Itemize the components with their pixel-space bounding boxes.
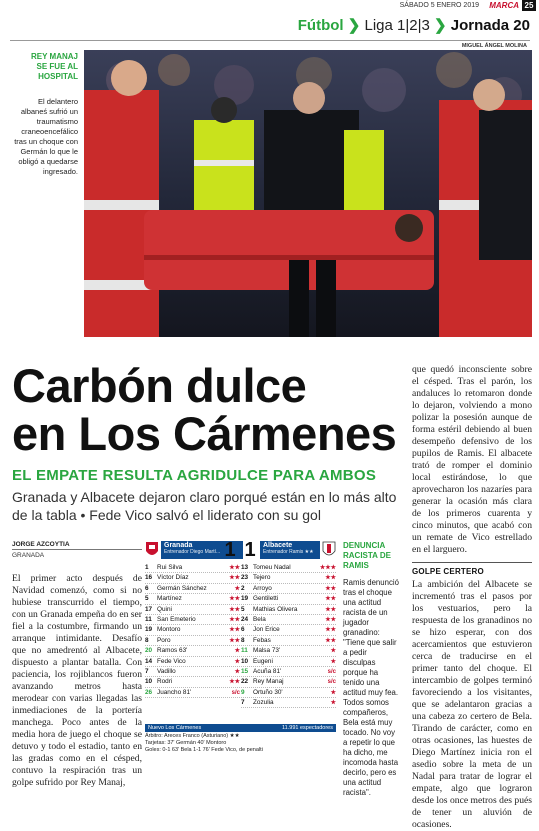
player-rating: ★ — [234, 585, 240, 592]
header-divider — [10, 40, 530, 41]
spectators: 11.991 espectadores — [282, 725, 333, 731]
player-rating: ★★★ — [319, 565, 336, 571]
home-player-row — [145, 688, 240, 698]
player-name: San Emeterio — [157, 615, 196, 623]
home-team-coach: Entrenador Diego Martí... — [164, 549, 221, 555]
home-player-row — [145, 584, 240, 594]
player-rating: ★ — [330, 700, 336, 707]
article-column-1: El primer acto después de Navidad comenzó, como si no hubiese transcurrido el tiempo, con un Granada empeña do en ser fiel a la costumbre, firmando un arranque intimidante. Desafío que no amedrentó al Albacete, dispuesto a plantar batalla. Con paciencia, los rojiblancos fueron avanzando metros hasta merodear con varias llegadas las inmediaciones de la portería manchega. Poco antes de la media hora de juego el choque se detuvo y todo el estadio, tanto en las gradas como en el césped, contuvo la respiración tras un golpe sufrido por Rey Manaj, — [12, 573, 142, 788]
dateline-city: GRANADA — [12, 552, 45, 559]
player-name: Juancho 81' — [157, 688, 192, 696]
player-name: Rodri — [157, 678, 173, 686]
referee-line: Árbitro: Areces Franco (Asturiano) ★★ — [145, 733, 240, 739]
player-number: 11 — [145, 615, 152, 623]
player-rating: ★★ — [229, 575, 240, 582]
albacete-crest-icon — [322, 541, 336, 559]
player-rating: ★★ — [229, 616, 240, 623]
player-number: 2 — [241, 584, 245, 592]
stadium-bar — [145, 724, 336, 732]
round-name: Jornada 20 — [450, 17, 530, 34]
photo-caption-body: El delantero albaneś sufrió un traumatismo craneoencefálico tras un choque con Germán lo que le obligó a quedarse ingresado. — [14, 97, 78, 176]
headline-line-1: Carbón dulce — [12, 359, 307, 412]
player-rating: ★★ — [229, 637, 240, 644]
player-number: 5 — [241, 605, 245, 613]
player-number: 16 — [145, 574, 153, 582]
goals-line: Goles: 0-1 63' Bela 1-1 76' Fede Vico, de penalti — [145, 747, 263, 753]
home-lineup — [145, 563, 240, 698]
player-name: Malsa 73' — [253, 647, 281, 655]
away-player-row — [241, 657, 336, 667]
player-rating: ★★ — [325, 596, 336, 603]
away-player-row — [241, 563, 336, 573]
player-rating: ★ — [234, 648, 240, 655]
player-name: Tejero — [253, 574, 271, 582]
player-name: Jon Erice — [253, 626, 280, 634]
player-number: 7 — [241, 699, 245, 707]
player-rating: ★★ — [229, 596, 240, 603]
away-score: 1 — [244, 539, 256, 561]
headline-line-2: en Los Cármenes — [12, 407, 397, 460]
top-bar — [0, 0, 539, 12]
article-paragraph: La ambición del Albacete se incrementó tras el pasos por los vestuarios, pero la respuesta de los granadinos no se hizo esperar, con dos acercamientos que estuvieron cerca de traducirse en el primer tanto del choque. El intercambio de golpes terminó favoreciendo a los visitantes, que se adelantaron gracias a una cabeza zo certero de Bela. Tirando de carácter, como en otras ocasiones, las huestes de Diego Martínez inicia ron el asedio sobre la meta de un Nadal para tratar de lograr el empate, algo que lograron desde los once metros des pués de tener un aluvión de ocasiones. — [412, 579, 532, 830]
player-rating: ★★ — [325, 627, 336, 634]
player-name: Vadillo — [157, 667, 176, 675]
player-name: Montoro — [157, 626, 181, 634]
player-number: 23 — [241, 574, 249, 582]
author-byline: JORGE AZCOYTIA — [12, 541, 70, 548]
player-name: Rui Silva — [157, 564, 183, 571]
away-player-row — [241, 677, 336, 687]
deck: Granada y Albacete dejaron claro porqué están en lo más alto de la tabla • Fede Vico salvó el liderato con su gol — [12, 489, 397, 523]
player-name: Eugeni — [253, 657, 273, 665]
player-number: 8 — [241, 636, 245, 644]
player-rating: ★ — [330, 648, 336, 655]
player-name: Bela — [253, 615, 266, 623]
home-player-row — [145, 573, 240, 583]
away-player-row — [241, 625, 336, 635]
page-number: 25 — [522, 0, 536, 11]
player-number: 19 — [241, 595, 249, 603]
home-player-row — [145, 563, 240, 573]
player-rating: s/c — [231, 689, 240, 696]
home-player-row — [145, 667, 240, 677]
player-number: 19 — [145, 626, 153, 634]
player-number: 5 — [145, 595, 149, 603]
issue-date: SÁBADO 5 ENERO 2019 — [399, 2, 479, 9]
player-number: 26 — [145, 688, 153, 696]
away-player-row — [241, 573, 336, 583]
player-name: Acuña 81' — [253, 667, 282, 675]
player-rating: ★★ — [325, 616, 336, 623]
player-number: 22 — [241, 678, 249, 686]
home-player-row — [145, 657, 240, 667]
home-team-name: Granada — [164, 542, 193, 549]
player-name: Martínez — [157, 595, 182, 603]
away-player-row — [241, 688, 336, 698]
player-number: 13 — [241, 564, 249, 571]
home-score: 1 — [224, 539, 236, 561]
article-paragraph: que quedó inconsciente sobre el césped. Tras el parón, los andaluces lo retomaron donde lo dejaron, volviendo a mono polizar la posesión aunque de forma estéril debiendo al buen desempeño defensivo de los pupilos de Ramis. El albacete trató de romper el dominio local estirándose, lo que aprovecharon los nazaríes para generar la ocasión más clara de los primeros cuarenta y cinco minutos, que acabó con un remate de Vico estrellado en el larguero. — [412, 364, 532, 555]
away-team-name: Albacete — [263, 542, 293, 549]
player-number: 14 — [145, 657, 153, 665]
byline-divider — [12, 549, 142, 550]
player-name: Arroyo — [253, 584, 272, 592]
player-rating: ★ — [234, 668, 240, 675]
away-lineup — [241, 563, 336, 708]
away-player-row — [241, 698, 336, 708]
away-team-coach: Entrenador Ramis ★★ — [263, 549, 314, 555]
away-player-row — [241, 636, 336, 646]
player-rating: ★ — [234, 658, 240, 665]
player-rating: ★★ — [229, 565, 240, 571]
cards-line: Tarjetas: 37' Germán 40' Montoro — [145, 740, 227, 746]
player-name: Zozulia — [253, 699, 274, 707]
player-name: Ortuño 30' — [253, 688, 283, 696]
away-player-row — [241, 584, 336, 594]
brand-logo: MARCA — [489, 1, 519, 10]
player-name: Tomeu Nadal — [253, 564, 291, 571]
away-player-row — [241, 646, 336, 656]
home-player-row — [145, 625, 240, 635]
league-name: Liga 1|2|3 — [364, 17, 430, 34]
player-number: 17 — [145, 605, 153, 613]
home-player-row — [145, 636, 240, 646]
player-number: 10 — [145, 678, 153, 686]
sidebar-body: Ramis denunció tras el choque una actitud racista de un jugador granadino: "Tiene que salir a pedir disculpas porque ha tenido una actitud muy fea. Todos somos compañeros, Bela está muy tocado. No voy a repetir lo que ha dicho, me incomoda hasta decirlo, pero es una actitud racista". — [343, 578, 399, 797]
player-number: 11 — [241, 647, 248, 655]
photo-caption-title: REY MANAJ SE FUE AL HOSPITAL — [31, 52, 78, 81]
player-rating: ★★ — [229, 679, 240, 686]
photo-credit: MIGUEL ÁNGEL MOLINA — [461, 43, 527, 49]
player-name: Ramos 63' — [157, 647, 188, 655]
away-team-header — [260, 541, 320, 559]
player-rating: ★ — [330, 658, 336, 665]
player-name: Germán Sánchez — [157, 584, 207, 592]
player-rating: s/c — [327, 668, 336, 675]
chevron-right-icon: ❯ — [347, 17, 361, 34]
article-column-right — [412, 364, 532, 830]
away-player-row — [241, 605, 336, 615]
player-number: 10 — [241, 657, 249, 665]
home-player-row — [145, 646, 240, 656]
player-name: Quini — [157, 605, 172, 613]
player-name: Fede Vico — [157, 657, 186, 665]
subheadline: EL EMPATE RESULTA AGRIDULCE PARA AMBOS — [12, 467, 377, 484]
player-number: 6 — [145, 584, 149, 592]
player-number: 20 — [145, 647, 153, 655]
player-number: 15 — [241, 667, 249, 675]
away-player-row — [241, 594, 336, 604]
player-name: Gentiletti — [253, 595, 279, 603]
player-number: 24 — [241, 615, 249, 623]
player-name: Febas — [253, 636, 271, 644]
player-rating: s/c — [327, 679, 336, 686]
player-rating: ★★ — [325, 585, 336, 592]
away-player-row — [241, 667, 336, 677]
player-number: 8 — [145, 636, 149, 644]
section-name: Fútbol — [297, 17, 344, 34]
player-name: Víctor Díaz — [157, 574, 189, 582]
headline — [12, 359, 402, 460]
player-name: Rey Manaj — [253, 678, 284, 686]
player-rating: ★★ — [325, 606, 336, 613]
sidebar-title: DENUNCIA RACISTA DE RAMIS — [343, 541, 391, 570]
player-rating: ★★ — [325, 575, 336, 582]
player-name: Mathias Olivera — [253, 605, 298, 613]
player-rating: ★★ — [229, 627, 240, 634]
player-number: 6 — [241, 626, 245, 634]
player-number: 1 — [145, 564, 149, 571]
player-rating: ★★ — [325, 637, 336, 644]
intertitle: GOLPE CERTERO — [412, 562, 532, 578]
match-stats-box — [145, 539, 336, 753]
player-number: 9 — [241, 688, 245, 696]
home-player-row — [145, 677, 240, 687]
chevron-right-icon: ❯ — [434, 17, 447, 34]
player-name: Poro — [157, 636, 171, 644]
home-player-row — [145, 605, 240, 615]
home-player-row — [145, 615, 240, 625]
section-header — [0, 16, 530, 38]
stadium-name: Nuevo Los Cármenes — [148, 725, 202, 731]
player-rating: ★★ — [229, 606, 240, 613]
away-player-row — [241, 615, 336, 625]
player-number: 7 — [145, 667, 149, 675]
player-rating: ★ — [330, 689, 336, 696]
home-player-row — [145, 594, 240, 604]
main-photo — [84, 50, 532, 337]
granada-crest-icon — [145, 541, 159, 559]
